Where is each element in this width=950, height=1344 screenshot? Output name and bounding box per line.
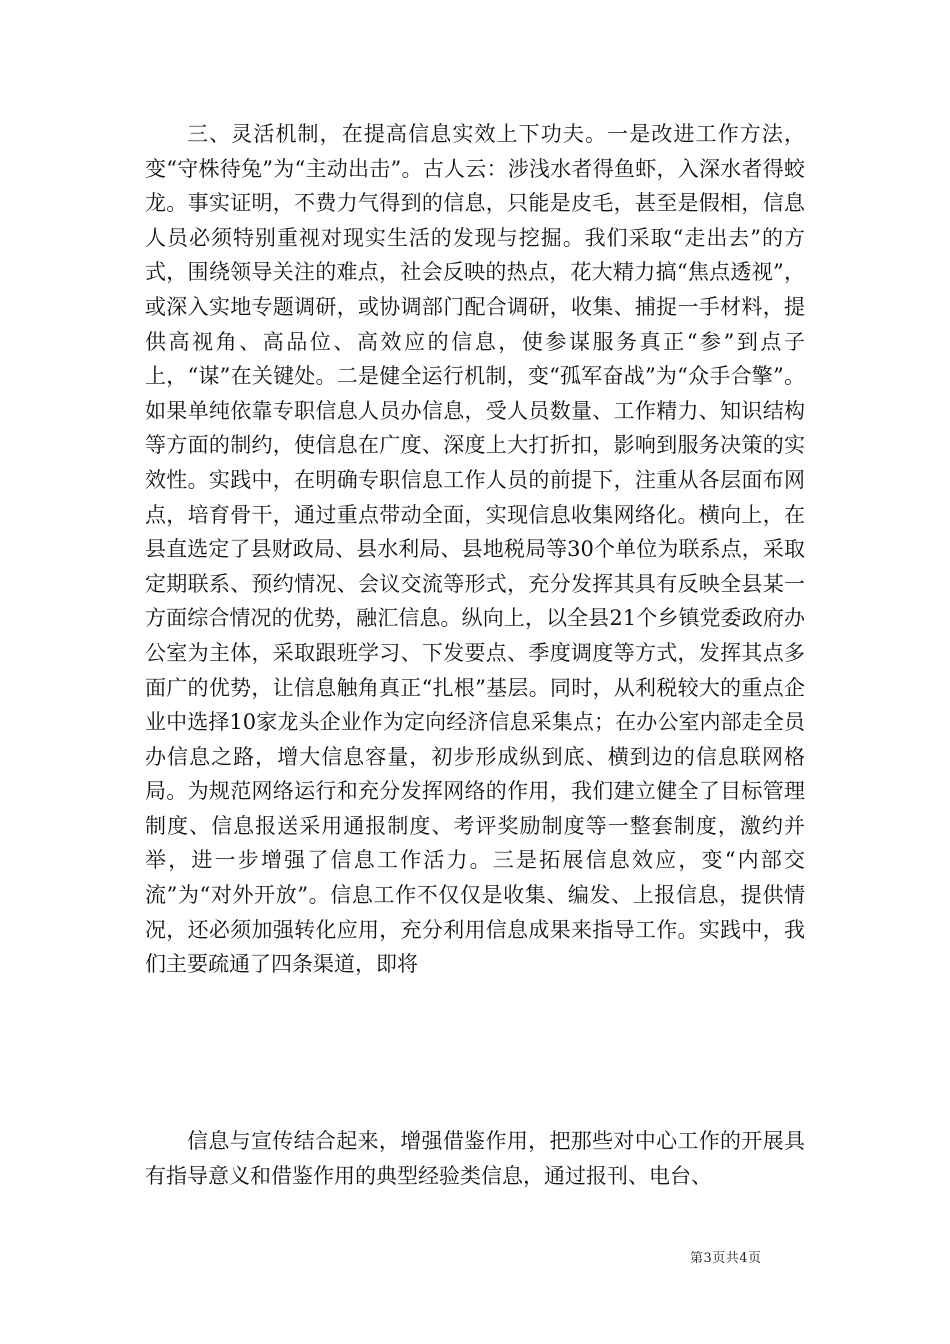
body-paragraph-2: 信息与宣传结合起来，增强借鉴作用，把那些对中心工作的开展具有指导意义和借鉴作用的典型经验类信息，通过报刊、电台、 <box>145 1129 805 1188</box>
page-number-footer: 第3页共4页 <box>690 1251 762 1266</box>
body-paragraph-1: 三、灵活机制，在提高信息实效上下功夫。一是改进工作方法，变“守株待兔”为“主动出击”。古人云：涉浅水者得鱼虾，入深水者得蛟龙。事实证明，不费力气得到的信息，只能是皮毛，甚至是假相，信息人员必须特别重视对现实生活的发现与挖掘。我们采取“走出去”的方式，围绕领导关注的难点，社会反映的热点，花大精力搞“焦点透视”，或深入实地专题调研，或协调部门配合调研，收集、捕捉一手材料，提供高视角、高品位、高效应的信息，使参谋服务真正“参”到点子上，“谋”在关键处。二是健全运行机制，变“孤军奋战”为“众手合擎”。如果单纯依靠专职信息人员办信息，受人员数量、工作精力、知识结构等方面的制约，使信息在广度、深度上大打折扣，影响到服务决策的实效性。实践中，在明确专职信息工作人员的前提下，注重从各层面布网点，培育骨干，通过重点带动全面，实现信息收集网络化。横向上，在县直选定了县财政局、县水利局、县地税局等30个单位为联系点，采取定期联系、预约情况、会议交流等形式，充分发挥其具有反映全县某一方面综合情况的优势，融汇信息。纵向上，以全县21个乡镇党委政府办公室为主体，采取跟班学习、下发要点、季度调度等方式，发挥其点多面广的优势，让信息触角真正“扎根”基层。同时，从利税较大的重点企业中选择10家龙头企业作为定向经济信息采集点；在办公室内部走全员办信息之路，增大信息容量，初步形成纵到底、横到边的信息联网格局。为规范网络运行和充分发挥网络的作用，我们建立健全了目标管理制度、信息报送采用通报制度、考评奖励制度等一整套制度，激约并举，进一步增强了信息工作活力。三是拓展信息效应，变“内部交流”为“对外开放”。信息工作不仅仅是收集、编发、上报信息，提供情况，还必须加强转化应用，充分利用信息成果来指导工作。实践中，我们主要疏通了四条渠道，即将 <box>145 122 805 977</box>
